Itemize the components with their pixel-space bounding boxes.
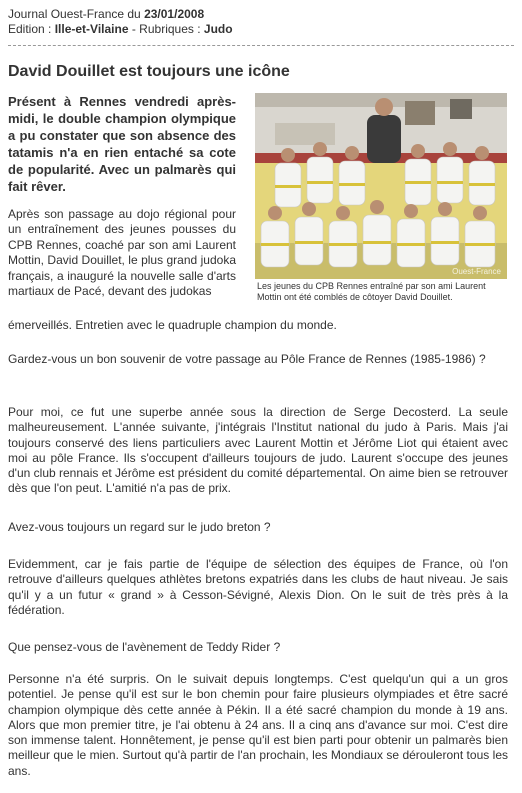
photo-watermark: Ouest-France xyxy=(452,267,501,276)
header-divider xyxy=(8,45,514,46)
answer-3: Personne n'a été surpris. On le suivait depuis longtemps. C'est quelqu'un qui a un gros potentiel. Je pense qu'il est sur le bon chemin pour faire plusieurs olympiades et être sacré champion olympique dès cette année à Pékin. Il a été sacré champion du monde à 19 ans. Alors que mon premier titre, je l'ai obtenu à 24 ans. Il a cinq ans d'avance sur moi. C'est dire son immense talent. Honnêtement, je pense qu'il est bien parti pour obtenir un palmarès bien meilleur que le mien. Surtout qu'à partir de l'an prochain, les Mondiaux se dérouleront tous les ans. xyxy=(8,672,508,778)
header-date: 23/01/2008 xyxy=(144,7,205,21)
question-2: Avez-vous toujours un regard sur le judo breton ? xyxy=(8,520,271,534)
article-intro-paragraph-end: émerveillés. Entretien avec le quadruple champion du monde. xyxy=(8,318,337,332)
article-title: David Douillet est toujours une icône xyxy=(8,63,290,80)
answer-1: Pour moi, ce fut une superbe année sous la direction de Serge Decosterd. La seule malheureusement. L'année suivante, j'intégrais l'Institut national du judo à Paris. Mais j'ai toujours conservé des liens particuliers avec Laurent Mottin et Jérôme Liot qui étaient avec moi au pôle France. Ils s'occupent d'ailleurs toujours de judo. Laurent s'occupe des jeunes d'un club rennais et Jérôme est président du comité départemental. On aime bien se retrouver dès que l'on peut. L'amitié n'a pas de prix. xyxy=(8,405,508,496)
article-photo-block xyxy=(255,93,507,303)
question-3: Que pensez-vous de l'avènement de Teddy Rider ? xyxy=(8,640,281,654)
article-lead: Présent à Rennes vendredi après-midi, le double champion olympique a pu constater que son absence des tatamis n'a en rien entaché sa cote de popularité. Avec un palmarès qui fait rêver. xyxy=(8,94,236,194)
judo-group-photo xyxy=(255,93,507,279)
header-line-edition: Edition : Ille-et-Vilaine - Rubriques : Judo xyxy=(8,22,233,36)
header-rubrique: Judo xyxy=(203,22,233,36)
article-intro-paragraph: Après son passage au dojo régional pour un entraînement des jeunes pousses du CPB Rennes, coaché par son ami Laurent Mottin, David Douillet, le plus grand judoka français, a inauguré la nouvelle salle d'arts martiaux de Pacé, devant des judokas xyxy=(8,207,236,299)
answer-2: Evidemment, car je fais partie de l'équipe de sélection des équipes de France, où l'on retrouve d'ailleurs quelques athlètes bretons expatriés dans les clubs de haut niveau. Je sais qu'il y a un futur « grand » à Cesson-Sévigné, Alexis Dion. On le suit de très près à la fédération. xyxy=(8,557,508,617)
header-edition: Ille-et-Vilaine xyxy=(54,22,129,36)
publication-header xyxy=(8,7,233,37)
question-1: Gardez-vous un bon souvenir de votre passage au Pôle France de Rennes (1985-1986) ? xyxy=(8,352,486,366)
photo-caption: Les jeunes du CPB Rennes entraîné par son ami Laurent Mottin ont été comblés de côtoyer David Douillet. xyxy=(257,281,486,302)
header-line-journal: Journal Ouest-France du 23/01/2008 xyxy=(8,7,205,21)
